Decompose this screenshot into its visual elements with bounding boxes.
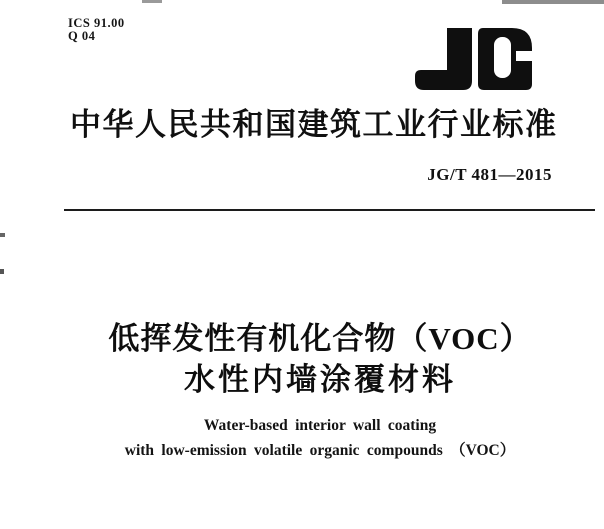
binding-mark-2 bbox=[0, 269, 4, 274]
english-title-block bbox=[36, 413, 604, 463]
scan-artifact-top-left bbox=[142, 0, 162, 3]
standard-number: JG/T 481—2015 bbox=[427, 165, 552, 184]
ics-code: ICS 91.00 bbox=[68, 16, 125, 30]
english-title-line2: with low-emission volatile organic compounds （VOC） bbox=[124, 442, 516, 459]
jg-logo-graphic bbox=[415, 28, 532, 90]
classification-block bbox=[68, 17, 125, 43]
jg-logo bbox=[415, 28, 532, 90]
document-title-block bbox=[36, 318, 604, 400]
scan-artifact-top-right bbox=[502, 0, 604, 4]
category-code: Q 04 bbox=[68, 29, 96, 43]
document-title-line1: 低挥发性有机化合物（VOC） bbox=[108, 321, 532, 356]
standard-org-title: 中华人民共和国建筑工业行业标准 bbox=[70, 107, 558, 142]
divider-line bbox=[64, 209, 595, 211]
document-title-line2: 水性内墙涂覆材料 bbox=[184, 362, 456, 397]
english-title-line1: Water-based interior wall coating bbox=[203, 417, 437, 434]
binding-mark-1 bbox=[0, 233, 5, 237]
